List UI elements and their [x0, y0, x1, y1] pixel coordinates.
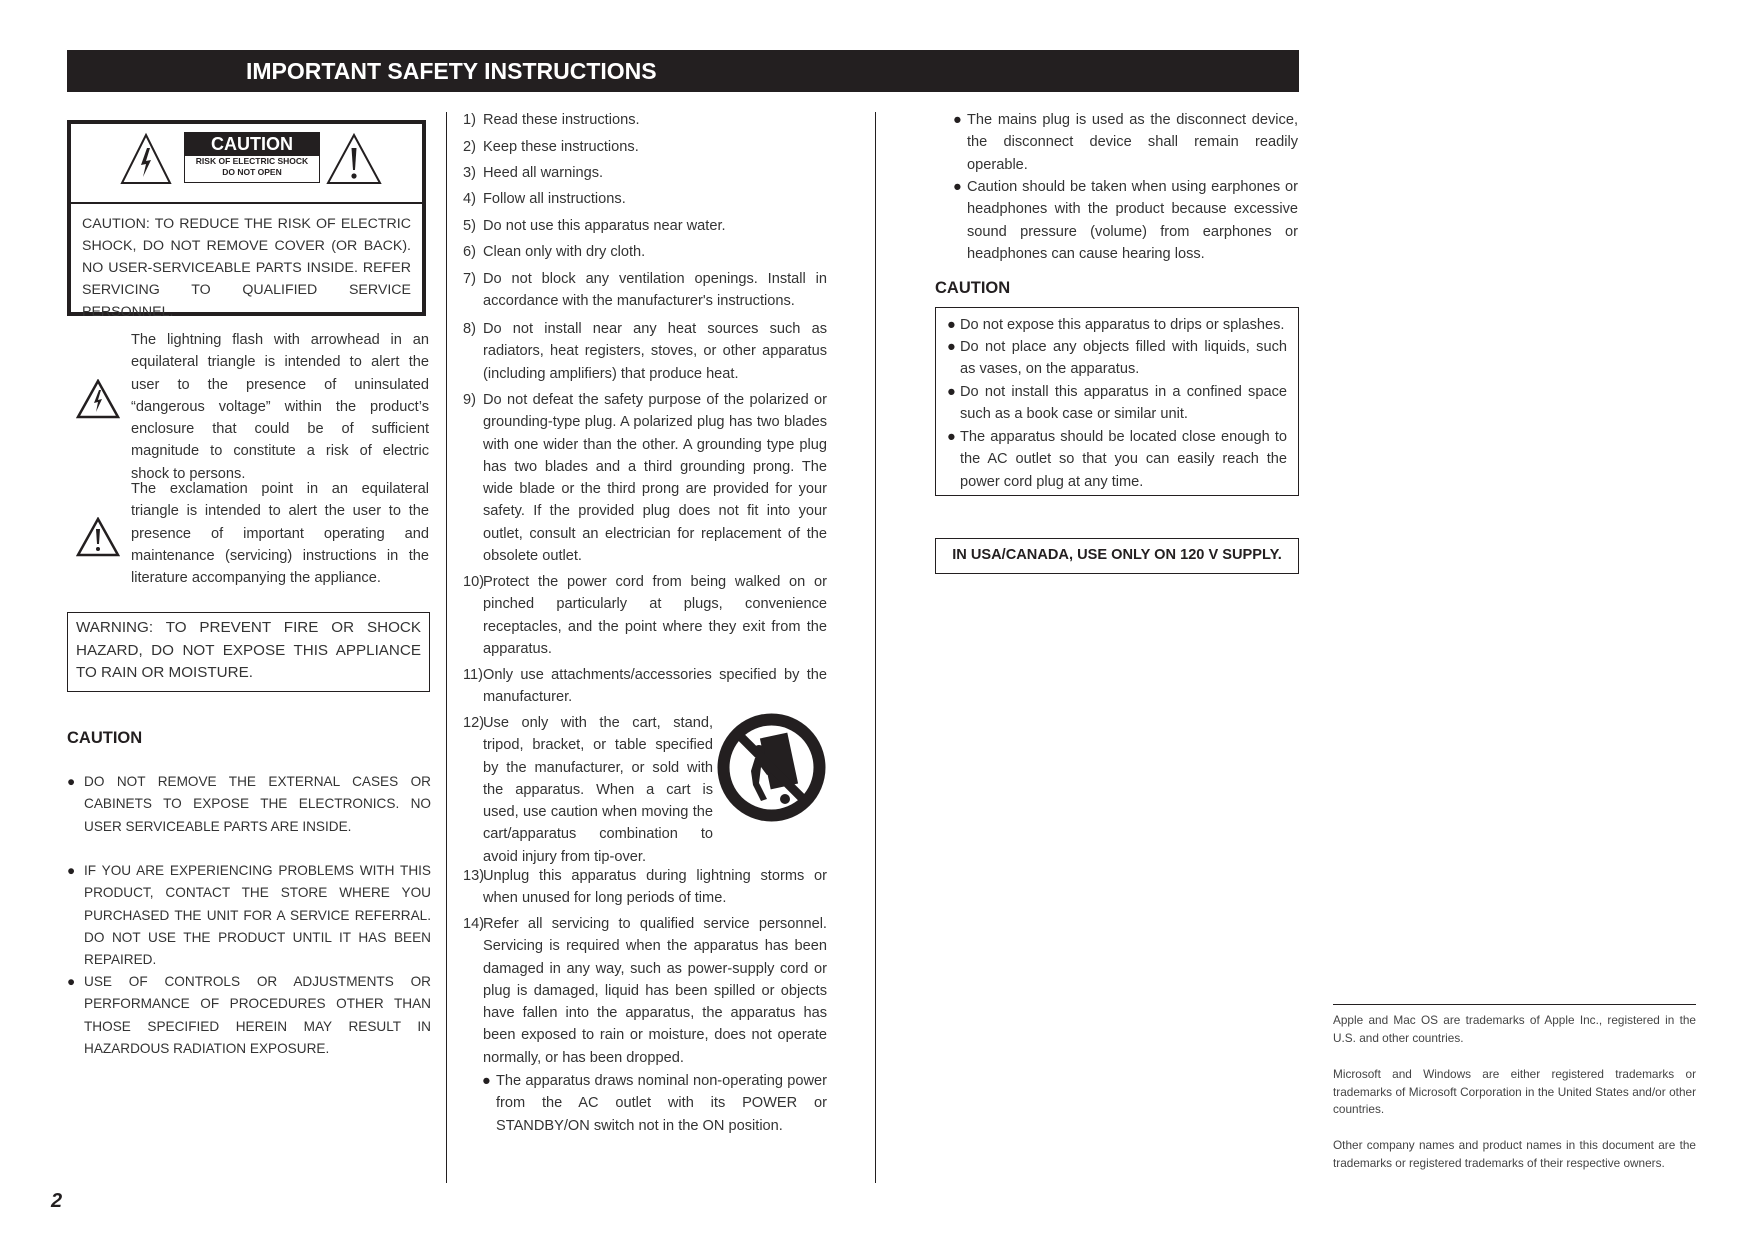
caution-bullet-text: DO NOT REMOVE THE EXTERNAL CASES OR CABINETS TO EXPOSE THE ELECTRONICS. NO USER SERVICEABLE PARTS ARE INSIDE. — [84, 774, 431, 834]
instruction-text: Clean only with dry cloth. — [483, 244, 646, 260]
instruction-number: 1) — [463, 112, 476, 128]
instruction-5 — [463, 215, 827, 237]
standby-bullet-text: The apparatus draws nominal non-operating power from the AC outlet with its POWER or STANDBY/ON switch not in the ON position. — [496, 1073, 827, 1134]
page-number: 2 — [51, 1190, 63, 1212]
instruction-11 — [463, 664, 827, 709]
caution-box-text: CAUTION: TO REDUCE THE RISK OF ELECTRIC SHOCK, DO NOT REMOVE COVER (OR BACK). NO USER-SERVICEABLE PARTS INSIDE. REFER SERVICING TO QUALIFIED SERVICE PERSONNEL. — [82, 216, 411, 320]
instruction-number: 7) — [463, 271, 476, 287]
caution-box — [67, 120, 426, 320]
instruction-number: 10) — [463, 574, 485, 590]
instruction-number: 2) — [463, 139, 476, 155]
bullet-icon: ● — [67, 774, 76, 789]
title-bar — [67, 50, 1299, 92]
bullet-icon: ● — [947, 384, 956, 400]
instruction-text: Do not defeat the safety purpose of the polarized or grounding-type plug. A polarized plug has two blades with one wider than the other. A grounding type plug has two blades and a third grounding prong. The wide blade or the third prong are provided for your safety. If the provided plug does not fit into your outlet, consult an electrician for replacement of the obsolete outlet. — [483, 392, 827, 565]
right-bullet-text: The mains plug is used as the disconnect device, the disconnect device shall remain readily operable. — [967, 112, 1298, 173]
caution2-bullet-text: The apparatus should be located close enough to the AC outlet so that you can easily reach the power cord plug at any time. — [960, 429, 1287, 490]
instruction-number: 8) — [463, 321, 476, 337]
instruction-14 — [463, 913, 827, 1069]
bullet-icon: ● — [482, 1073, 491, 1089]
page-title: IMPORTANT SAFETY INSTRUCTIONS — [246, 58, 657, 84]
instruction-number: 3) — [463, 165, 476, 181]
instruction-2 — [463, 136, 827, 158]
right-bullet-2 — [953, 176, 1298, 265]
instruction-6 — [463, 241, 827, 263]
instruction-3 — [463, 162, 827, 184]
bullet-icon: ● — [953, 179, 962, 195]
instruction-number: 5) — [463, 218, 476, 234]
caution2-bullet-2 — [947, 336, 1287, 381]
usa-canada-notice: IN USA/CANADA, USE ONLY ON 120 V SUPPLY. — [935, 538, 1299, 574]
caution2-bullet-4 — [947, 426, 1287, 493]
trademark-divider — [1333, 1004, 1696, 1005]
cart-tipover-warning-icon — [715, 711, 828, 824]
lightning-explanation: The lightning flash with arrowhead in an equilateral triangle is intended to alert the user to the presence of uninsulated “dangerous voltage” within the product’s enclosure that could be of sufficient magnitude to constitute a risk of electric shock to persons. — [131, 332, 429, 482]
bullet-icon: ● — [67, 863, 76, 878]
caution2-bullet-text: Do not place any objects filled with liquids, such as vases, on the apparatus. — [960, 339, 1287, 378]
instruction-number: 4) — [463, 191, 476, 207]
instruction-4 — [463, 188, 827, 210]
instruction-13 — [463, 865, 827, 910]
instruction-text: Do not block any ventilation openings. Install in accordance with the manufacturer's instructions. — [483, 271, 827, 310]
instruction-12 — [463, 712, 713, 868]
instruction-text: Do not use this apparatus near water. — [483, 218, 726, 234]
instruction-7 — [463, 268, 827, 313]
instruction-text: Do not install near any heat sources such as radiators, heat registers, stoves, or other apparatus (including amplifiers) that produce heat. — [483, 321, 827, 382]
instruction-text: Follow all instructions. — [483, 191, 626, 207]
instruction-number: 14) — [463, 916, 485, 932]
exclamation-explanation: The exclamation point in an equilateral triangle is intended to alert the user to the presence of important operating and maintenance (servicing) instructions in the literature accompanying the appliance. — [131, 481, 429, 587]
instruction-text: Heed all warnings. — [483, 165, 604, 181]
instruction-text: Protect the power cord from being walked on or pinched particularly at plugs, convenience receptacles, and the point where they exit from the apparatus. — [483, 574, 827, 657]
instruction-text: Unplug this apparatus during lightning storms or when unused for long periods of time. — [483, 868, 827, 907]
caution-bullet-text: USE OF CONTROLS OR ADJUSTMENTS OR PERFORMANCE OF PROCEDURES OTHER THAN THOSE SPECIFIED HEREIN MAY RESULT IN HAZARDOUS RADIATION EXPOSURE. — [84, 974, 431, 1056]
bullet-icon: ● — [67, 974, 76, 989]
bullet-icon: ● — [947, 429, 956, 445]
exclamation-triangle-icon — [76, 517, 120, 557]
instruction-text: Use only with the cart, stand, tripod, bracket, or table specified by the manufacturer, or sold with the apparatus. When a cart is used, use caution when moving the cart/apparatus combination to avoid injury from tip-over. — [483, 715, 713, 865]
lightning-triangle-icon — [119, 132, 173, 186]
right-bullet-1 — [953, 109, 1298, 176]
bullet-icon: ● — [947, 317, 956, 333]
instruction-8 — [463, 318, 827, 385]
caution2-bullet-text: Do not expose this apparatus to drips or splashes. — [960, 317, 1285, 333]
caution-bullet-1 — [67, 771, 431, 838]
trademark-apple: Apple and Mac OS are trademarks of Apple Inc., registered in the U.S. and other countries. — [1333, 1013, 1696, 1045]
trademark-other: Other company names and product names in this document are the trademarks or registered trademarks of their respective owners. — [1333, 1138, 1696, 1170]
column-divider-1 — [446, 112, 447, 1183]
caution-bullet-text: IF YOU ARE EXPERIENCING PROBLEMS WITH THIS PRODUCT, CONTACT THE STORE WHERE YOU PURCHASED THE UNIT FOR A SERVICE REFERRAL. DO NOT USE THE PRODUCT UNTIL IT HAS BEEN REPAIRED. — [84, 863, 431, 968]
instruction-number: 11) — [463, 667, 484, 683]
standby-bullet — [482, 1070, 827, 1137]
warning-box: WARNING: TO PREVENT FIRE OR SHOCK HAZARD, DO NOT EXPOSE THIS APPLIANCE TO RAIN OR MOISTURE. — [67, 612, 430, 692]
caution-label-area — [71, 124, 422, 204]
instruction-number: 6) — [463, 244, 476, 260]
caution-heading: CAUTION — [67, 729, 143, 747]
bullet-icon: ● — [947, 339, 956, 355]
instruction-text: Keep these instructions. — [483, 139, 639, 155]
caution2-heading: CAUTION — [935, 279, 1011, 297]
instruction-number: 9) — [463, 392, 476, 408]
caution2-bullet-3 — [947, 381, 1287, 426]
caution-bullet-3 — [67, 971, 431, 1060]
instruction-9 — [463, 389, 827, 567]
lightning-triangle-icon — [76, 379, 120, 419]
caution2-box — [935, 307, 1299, 496]
column-divider-2 — [875, 112, 876, 1183]
instruction-text: Refer all servicing to qualified service personnel. Servicing is required when the apparatus has been damaged in any way, such as power-supply cord or plug is damaged, liquid has been spilled or objects have fallen into the apparatus, the apparatus has been exposed to rain or moisture, does not operate normally, or has been dropped. — [483, 916, 827, 1066]
bullet-icon: ● — [953, 112, 962, 128]
caution-label-title: CAUTION — [185, 133, 319, 156]
caution2-bullet-1 — [947, 314, 1287, 336]
caution-bullet-2 — [67, 860, 431, 971]
instruction-number: 13) — [463, 868, 485, 884]
caution-label — [184, 132, 320, 183]
right-bullet-text: Caution should be taken when using earphones or headphones with the product because excessive sound pressure (volume) from earphones or headphones can cause hearing loss. — [967, 179, 1298, 262]
caution2-bullet-text: Do not install this apparatus in a confined space such as a book case or similar unit. — [960, 384, 1287, 423]
instruction-text: Read these instructions. — [483, 112, 640, 128]
caution-label-sub2: DO NOT OPEN — [222, 167, 282, 177]
instruction-number: 12) — [463, 715, 485, 731]
trademark-microsoft: Microsoft and Windows are either registered trademarks or trademarks of Microsoft Corporation in the United States and/or other countries. — [1333, 1067, 1696, 1116]
caution-label-sub1: RISK OF ELECTRIC SHOCK — [195, 156, 309, 166]
exclamation-triangle-icon — [325, 132, 383, 186]
instruction-1 — [463, 109, 827, 131]
instruction-10 — [463, 571, 827, 660]
instruction-text: Only use attachments/accessories specified by the manufacturer. — [483, 667, 827, 706]
